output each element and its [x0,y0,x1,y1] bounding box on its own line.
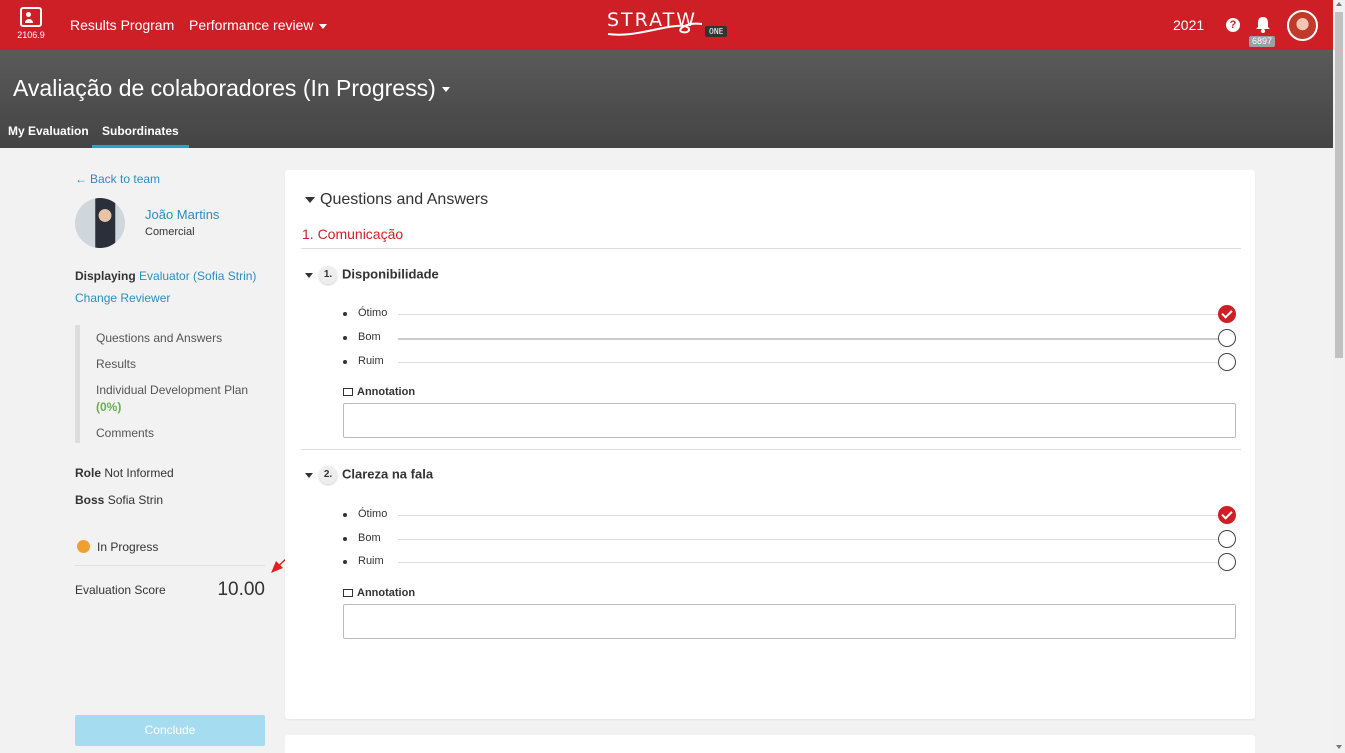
role-value: Not Informed [104,466,174,480]
section-header[interactable] [305,191,488,209]
role-label: Role [75,466,102,480]
displaying-value[interactable]: Evaluator (Sofia Strin) [139,269,257,283]
app-version: 2106.9 [17,30,45,40]
scroll-up-icon[interactable] [1336,2,1342,6]
page-title[interactable] [13,75,450,102]
change-reviewer-link[interactable]: Change Reviewer [75,291,171,305]
divider [301,449,1241,450]
radio-icon[interactable] [1218,329,1236,347]
sidebar-item-idp[interactable]: Individual Development Plan [96,383,249,397]
question-number: 1. [319,266,337,284]
option-label: Ótimo [358,307,388,319]
questions-card [285,170,1255,719]
next-card [285,735,1255,753]
status-badge: In Progress [97,540,159,554]
app-icon [20,7,42,27]
role-info [75,466,174,480]
annotation-label [343,386,415,398]
conclude-button[interactable]: Conclude [75,715,265,746]
employee-photo [75,198,125,248]
year-selector[interactable]: 2021 [1173,17,1205,33]
question-number: 2. [319,466,337,484]
nav-results-program[interactable]: Results Program [70,17,175,33]
evaluation-score-label: Evaluation Score [75,583,166,597]
radio-icon[interactable] [1218,353,1236,371]
option-row[interactable] [343,305,1236,323]
arrow-left-icon: ← [75,172,87,186]
option-line [398,338,1224,340]
back-to-team-label: Back to team [90,172,161,186]
scroll-thumb[interactable] [1335,12,1343,358]
bullet-icon [343,537,347,541]
option-row[interactable] [343,530,1236,548]
comment-icon [343,388,353,396]
caret-down-icon [305,273,313,278]
competency-title: 1. Comunicação [302,226,404,242]
annotation-field[interactable] [343,604,1236,639]
scroll-down-icon[interactable] [1336,745,1342,749]
app-badge[interactable] [12,7,50,40]
option-row[interactable] [343,553,1236,571]
sidebar-item-results[interactable]: Results [96,357,137,371]
sidebar-item-questions[interactable]: Questions and Answers [96,331,223,345]
radio-icon[interactable] [1218,530,1236,548]
boss-label: Boss [75,493,105,507]
caret-down-icon [305,473,313,478]
nav-performance-label: Performance review [189,17,314,33]
top-bar [0,0,1333,50]
option-label: Ruim [358,355,384,367]
chevron-down-icon [442,87,450,92]
annotation-label [343,587,415,599]
option-label: Bom [358,331,381,343]
displaying-evaluator [75,269,256,283]
boss-value: Sofia Strin [107,493,164,507]
notification-count: 6897 [1249,36,1275,47]
sidebar-item-comments[interactable]: Comments [96,426,155,440]
boss-info [75,493,163,507]
page-header [0,50,1333,148]
comment-icon [343,589,353,597]
annotation-label-text: Annotation [357,587,416,599]
radio-checked-icon[interactable] [1218,305,1236,323]
divider [301,248,1241,249]
option-line [398,362,1224,363]
option-row[interactable] [343,506,1236,524]
option-line [398,539,1224,540]
question-title: Clareza na fala [342,466,434,482]
option-line [398,562,1224,563]
option-label: Bom [358,532,381,544]
employee-department: Comercial [145,226,195,238]
bell-icon[interactable] [1255,16,1271,33]
displaying-label: Displaying [75,269,136,283]
option-row[interactable] [343,329,1236,347]
sidebar-nav [75,325,265,443]
option-line [398,515,1224,516]
divider [75,565,265,566]
radio-icon[interactable] [1218,553,1236,571]
user-avatar[interactable] [1287,10,1318,41]
annotation-label-text: Annotation [357,386,416,398]
idp-percentage: (0%) [96,400,122,414]
bullet-icon [343,560,347,564]
help-icon[interactable]: ? [1226,18,1240,32]
page-title-text: Avaliação de colaboradores (In Progress) [13,75,436,101]
option-label: Ótimo [358,508,388,520]
chevron-down-icon [319,24,327,29]
bullet-icon [343,336,347,340]
tab-my-evaluation[interactable]: My Evaluation [8,124,89,138]
section-title: Questions and Answers [320,191,489,208]
tab-subordinates[interactable]: Subordinates [92,124,189,148]
back-to-team-link[interactable] [75,172,160,186]
question-header[interactable] [305,266,439,284]
bullet-icon [343,513,347,517]
question-header[interactable] [305,466,433,484]
caret-down-icon [305,197,315,203]
annotation-field[interactable] [343,403,1236,438]
bullet-icon [343,360,347,364]
radio-checked-icon[interactable] [1218,506,1236,524]
logo-swoosh-icon [606,20,706,40]
bullet-icon [343,312,347,316]
status-dot-icon [77,540,90,553]
evaluation-score-value: 10.00 [217,579,265,600]
logo-text: STRATW [607,9,698,31]
nav-performance-review[interactable] [189,17,327,33]
option-row[interactable] [343,353,1236,371]
employee-name[interactable]: João Martins [145,207,220,222]
question-title: Disponibilidade [342,266,439,282]
logo-suffix: ONE [705,26,727,37]
scrollbar[interactable] [1333,0,1345,753]
option-line [398,314,1224,315]
option-label: Ruim [358,555,384,567]
